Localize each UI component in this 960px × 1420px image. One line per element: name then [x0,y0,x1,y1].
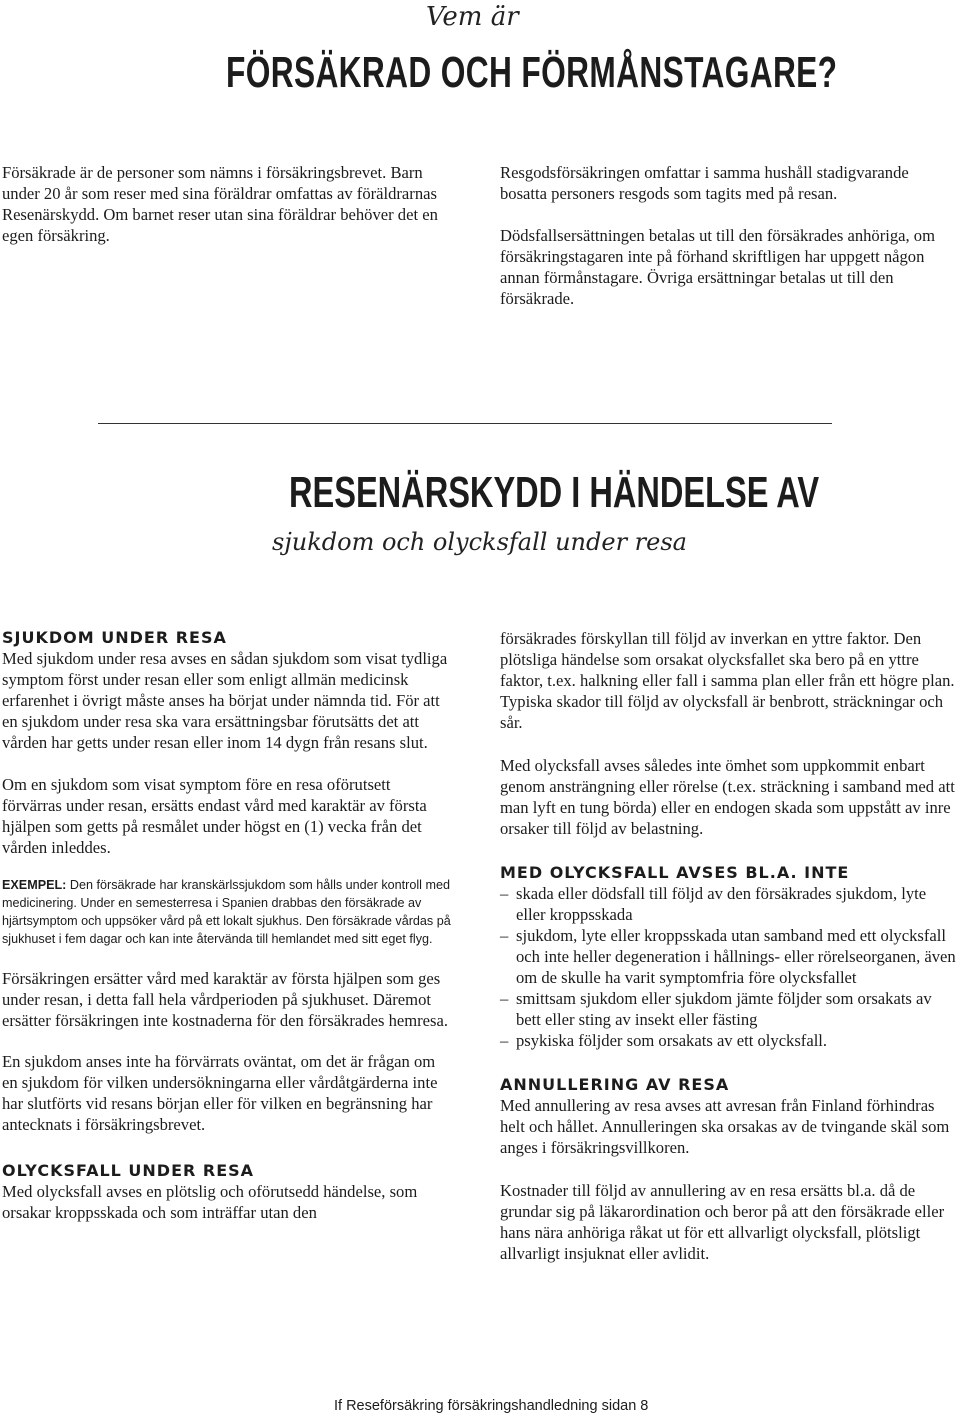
cancel-paragraph-2: Kostnader till följd av annullering av en resa ersätts bl.a. då de grundar sig på läkarordination och beror på att den försäkrade eller hans nära anhöriga råkat ut för ett allvarligt olycksfall, plötsligt allvarligt insjuknat eller avlidit. [500,1181,945,1263]
list-item: – sjukdom, lyte eller kroppsskada utan samband med ett olycksfall och inte heller degeneration i hållnings- eller rörelseorganen, även om de skulle ha varit symptomfria före olycksfallet [500,925,958,988]
header-main-title: FÖRSÄKRAD OCH FÖRMÅNSTAGARE? [226,48,838,97]
cancel-heading: ANNULLERING AV RESA [500,1075,730,1094]
intro-right [500,162,958,309]
accident-paragraph-1: Med olycksfall avses en plötslig och oförutsedd händelse, som orsakar kroppsskada och som inträffar utan den [2,1182,418,1222]
sickness-heading: SJUKDOM UNDER RESA [2,628,227,647]
sickness-paragraph-3: Försäkringen ersätter vård med karaktär av första hjälpen som ges under resan, i detta fall hela vårdperioden på sjukhuset. Däremot ersätter försäkringen inte kostnaderna för den försäkrades hemresa. [2,969,448,1030]
example-box [2,876,454,948]
left-column [2,628,454,1223]
footer-text: If Reseförsäkring försäkringshandledning sidan 8 [334,1398,649,1414]
not-accident-list [500,883,958,1051]
accident-heading: OLYCKSFALL UNDER RESA [2,1161,255,1180]
sickness-paragraph-2: Om en sjukdom som visat symptom före en resa oförutsett förvärras under resan, ersätts endast vård med karaktär av första hjälpen som getts på resmålet under högst en (1) vecka från det vården inleddes. [2,775,427,857]
intro-right-paragraph-2: Dödsfallsersättningen betalas ut till den försäkrades anhöriga, om försäkringstagaren inte på förhand skriftligen har uppgett någon annan förmånstagare. Övriga ersättningar betalas ut till den försäkrade. [500,226,936,308]
list-item: – psykiska följder som orsakats av ett olycksfall. [500,1030,958,1051]
accident-continued: försäkrades förskyllan till följd av inverkan en yttre faktor. Den plötsliga händelse som orsakat olycksfallet ska bero på en yttre faktor, t.ex. halkning eller fall i samma plan eller från ett högre plan. Typiska skador till följd av olycksfall är benbrott, sträckningar och sår. [500,629,955,732]
cancel-paragraph-1: Med annullering av resa avses att avresan från Finland förhindras helt och hållet. Annulleringen ska orsakas av de tvingande skäl som anges i försäkringsvillkoren. [500,1096,950,1157]
list-item: – smittsam sjukdom eller sjukdom jämte följder som orsakats av bett eller sting av insekt eller fästing [500,988,958,1030]
list-item: – skada eller dödsfall till följd av den försäkrades sjukdom, lyte eller kroppsskada [500,883,958,925]
right-column [500,628,958,1264]
section-title: RESENÄRSKYDD I HÄNDELSE AV [289,468,820,517]
header-script-title: Vem är [426,2,519,32]
intro-left [2,162,452,246]
not-accident-heading: MED OLYCKSFALL AVSES BL.A. INTE [500,863,850,882]
example-text: Den försäkrade har kranskärlssjukdom som hålls under kontroll med medicinering. Under en semesterresa i Spanien drabbas den försäkrade av hjärtsymptom och uppsöker vård på ett lokalt sjukhus. Den försäkrade vårdas på sjukhuset i fem dagar och kan inte återvända till hemlandet med sitt eget flyg. [2,878,451,946]
example-label: EXEMPEL: [2,878,67,892]
accident-paragraph-2: Med olycksfall avses således inte ömhet som uppkommit enbart genom ansträngning eller rörelse (t.ex. sträckning i samband med att man lyft en tung börda) eller en endogen skada som uppstått av inre orsaker till följd av belastning. [500,756,955,838]
section-subtitle: sjukdom och olycksfall under resa [272,528,687,556]
intro-right-paragraph-1: Resgodsförsäkringen omfattar i samma hushåll stadigvarande bosatta personers resgods som tagits med på resan. [500,163,909,203]
intro-left-text: Försäkrade är de personer som nämns i försäkringsbrevet. Barn under 20 år som reser med sina föräldrar omfattas av föräldrarnas Resenärskydd. Om barnet reser utan sina föräldrar behöver det en egen försäkring. [2,163,438,245]
sickness-paragraph-1: Med sjukdom under resa avses en sådan sjukdom som visat tydliga symptom först under resan eller som enligt allmän medicinsk erfarenhet i övrigt måste anses ha börjat under nämnda tid. För att en sjukdom under resa ska vara ersättningsbar förutsätts det att vården har getts under resan eller inom 14 dygn från resans slut. [2,649,448,752]
sickness-paragraph-4: En sjukdom anses inte ha förvärrats oväntat, om det är frågan om en sjukdom för vilken undersökningarna eller vårdåtgärderna inte har slutförts vid resans början eller för vilken en begränsning har antecknats i försäkringsbrevet. [2,1052,438,1134]
section-divider [98,423,832,424]
